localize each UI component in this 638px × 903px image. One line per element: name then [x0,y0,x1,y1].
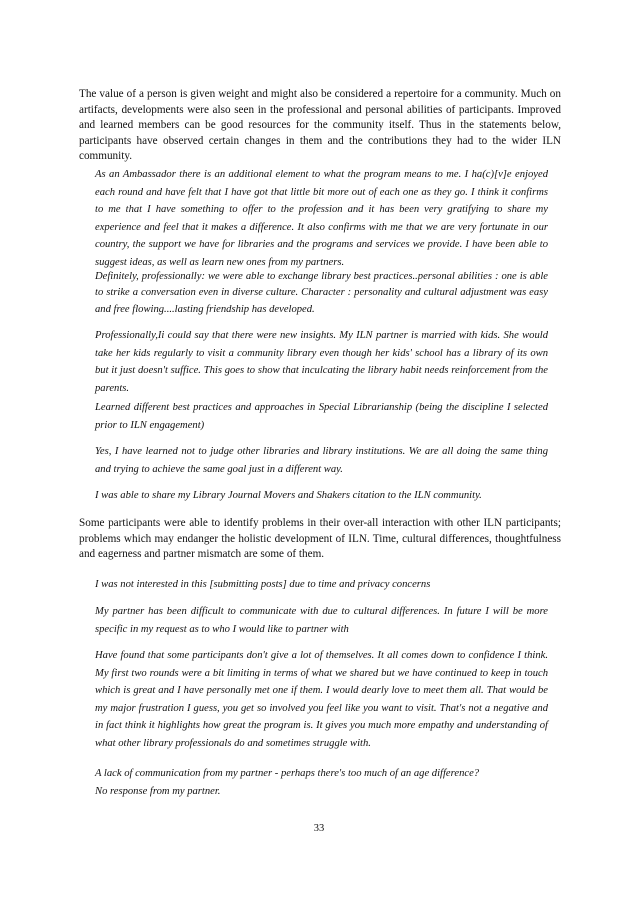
quote-best-practices: Definitely, professionally: we were able to exchange library best practices..personal abilities : one is able to strike a conversation even in diverse culture. Character : personality and cultural adjustment was easy and free flowing....lasting friendship has developed. [95,271,548,315]
quote-new-insights: Professionally,Ii could say that there were new insights. My ILN partner is married with kids. She would take her kids regularly to visit a community library even though her kids' school has a library of its own but it just doesn't suffice. This goes to show that inculcating the library habit needs reinforcement from the parents. [95,330,548,394]
quote-movers-shakers: I was able to share my Library Journal Movers and Shakers citation to the ILN community. [95,490,482,501]
quote-no-response: No response from my partner. [95,786,221,797]
quote-age-difference: A lack of communication from my partner - perhaps there's too much of an age difference? [95,768,480,779]
quote-confidence: Have found that some participants don't give a lot of themselves. It all comes down to confidence I think. My first two rounds were a bit limiting in terms of what we shared but we have continued to keep in touch which is great and I have personally met one if them. I would dearly love to meet them all. That would be my major frustration I guess, you get so involved you feel like you want to visit. That's not a negative and in fact think it highlights how great the program is. It gives you much more empathy and understanding of what other library professionals do and sometimes struggle with. [95,650,548,749]
intro-paragraph: The value of a person is given weight and might also be considered a repertoire for a community. Much on artifacts, developments were also seen in the professional and personal abilities of participants. Improved and learned members can be good resources for the community itself. Thus in the statements below, participants have observed certain changes in them and the contributions they had to the wider ILN community. [79,88,561,163]
page-number: 33 [313,823,325,834]
quote-not-judge: Yes, I have learned not to judge other libraries and library institutions. We are all doing the same thing and trying to achieve the same goal just in a different way. [95,446,548,475]
quote-privacy: I was not interested in this [submitting posts] due to time and privacy concerns [95,579,431,590]
quote-special-librarianship: Learned different best practices and approaches in Special Librarianship (being the discipline I selected prior to ILN engagement) [95,402,548,431]
quote-cultural-differences: My partner has been difficult to communicate with due to cultural differences. In future I will be more specific in my request as to who I would like to partner with [95,606,548,635]
problems-paragraph: Some participants were able to identify problems in their over-all interaction with other ILN participants; problems which may endanger the holistic development of ILN. Time, cultural differences, thoughtfulness and eagerness and partner mismatch are some of them. [79,517,561,561]
quote-ambassador: As an Ambassador there is an additional element to what the program means to me. I ha(c)[v]e enjoyed each round and have felt that I have got that little bit more out of each one as they go. I think it confirms to me that I have something to offer to the profession and it has been very gratifying to share my experience and feel that it makes a difference. It also confirms with me that we are very fortunate in our country, the support we have for libraries and the programs and services we provide. I have been able to suggest ideas, as well as learn new ones from my partners. [95,169,548,268]
